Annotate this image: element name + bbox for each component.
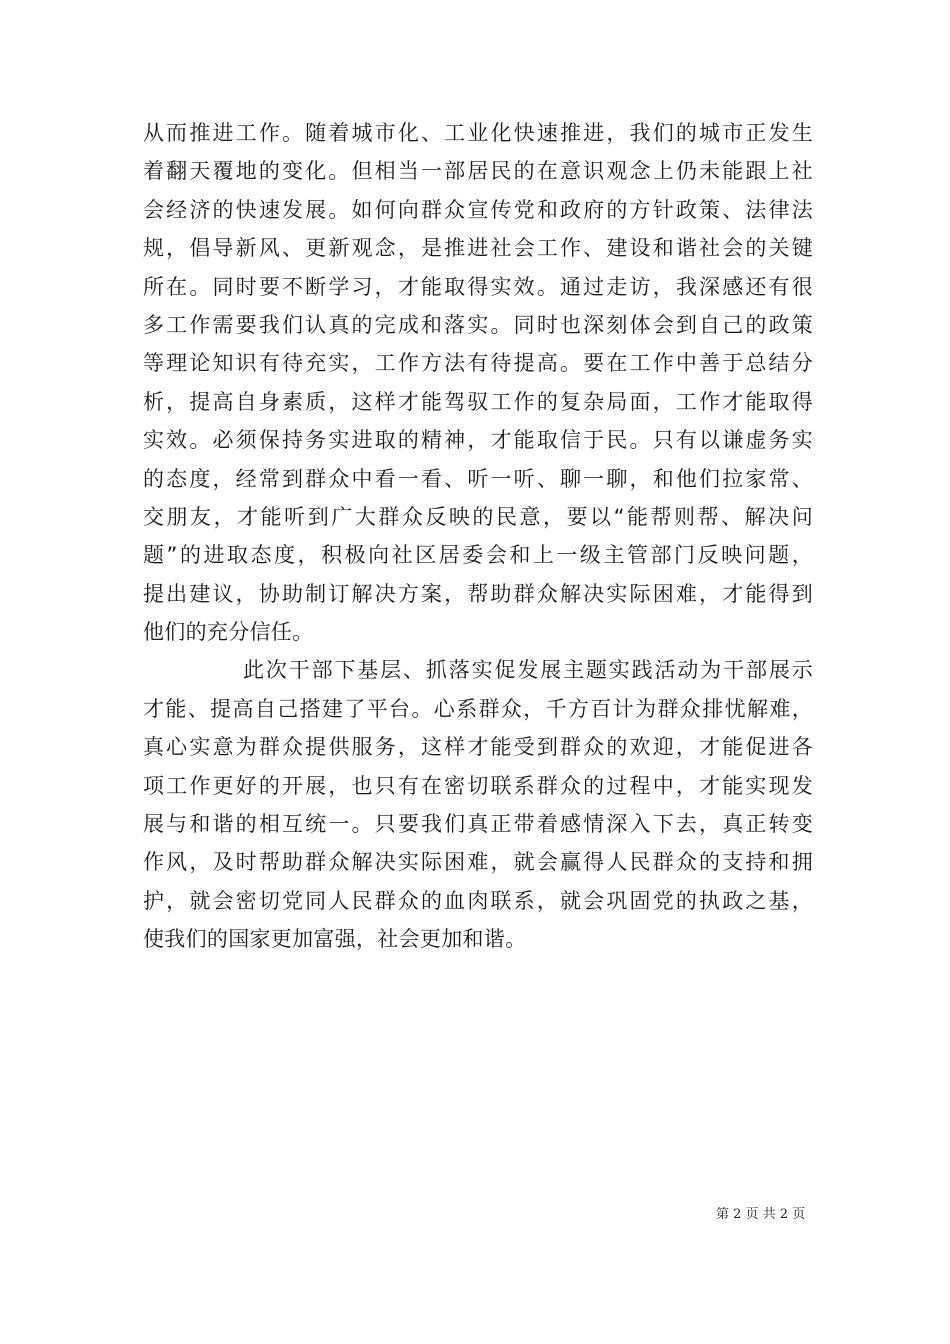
text-line: 他们的充分信任。: [143, 620, 314, 645]
text-line: 护，就会密切党同人民群众的血肉联系，就会巩固党的执政之基，: [143, 888, 813, 913]
text-line: 展与和谐的相互统一。只要我们真正带着感情深入下去，真正转变: [143, 812, 813, 837]
paragraph-2: [143, 651, 813, 958]
text-line: 规，倡导新风、更新观念，是推进社会工作、建设和谐社会的关键: [143, 236, 813, 261]
text-line: 交朋友，才能听到广大群众反映的民意，要以“能帮则帮、解决问: [143, 504, 813, 529]
text-line: 着翻天覆地的变化。但相当一部居民的在意识观念上仍未能跟上社: [143, 159, 813, 184]
text-line: 等理论知识有待充实，工作方法有待提高。要在工作中善于总结分: [143, 351, 813, 376]
body-text: [143, 114, 813, 959]
text-line: 作风，及时帮助群众解决实际困难，就会赢得人民群众的支持和拥: [143, 850, 813, 875]
text-line: 使我们的国家更加富强，社会更加和谐。: [143, 927, 527, 952]
paragraph-1: [143, 114, 813, 651]
text-line: 析，提高自身素质，这样才能驾驭工作的复杂局面，工作才能取得: [143, 389, 813, 414]
text-line: 才能、提高自己搭建了平台。心系群众，千方百计为群众排忧解难，: [143, 696, 813, 721]
text-line: 会经济的快速发展。如何向群众宣传党和政府的方针政策、法律法: [143, 197, 813, 222]
text-line: 此次干部下基层、抓落实促发展主题实践活动为干部展示: [243, 658, 813, 683]
text-line: 项工作更好的开展，也只有在密切联系群众的过程中，才能实现发: [143, 773, 813, 798]
text-line: 题”的进取态度，积极向社区居委会和上一级主管部门反映问题，: [143, 543, 813, 568]
text-line: 提出建议，协助制订解决方案，帮助群众解决实际困难，才能得到: [143, 581, 813, 606]
text-line: 的态度，经常到群众中看一看、听一听、聊一聊，和他们拉家常、: [143, 466, 813, 491]
text-line: 真心实意为群众提供服务，这样才能受到群众的欢迎，才能促进各: [143, 735, 813, 760]
page-number: 第 2 页 共 2 页: [716, 1207, 806, 1222]
text-line: 实效。必须保持务实进取的精神，才能取信于民。只有以谦虚务实: [143, 428, 813, 453]
text-line: 多工作需要我们认真的完成和落实。同时也深刻体会到自己的政策: [143, 312, 813, 337]
text-line: 所在。同时要不断学习，才能取得实效。通过走访，我深感还有很: [143, 274, 813, 299]
text-line: 从而推进工作。随着城市化、工业化快速推进，我们的城市正发生: [143, 121, 813, 145]
